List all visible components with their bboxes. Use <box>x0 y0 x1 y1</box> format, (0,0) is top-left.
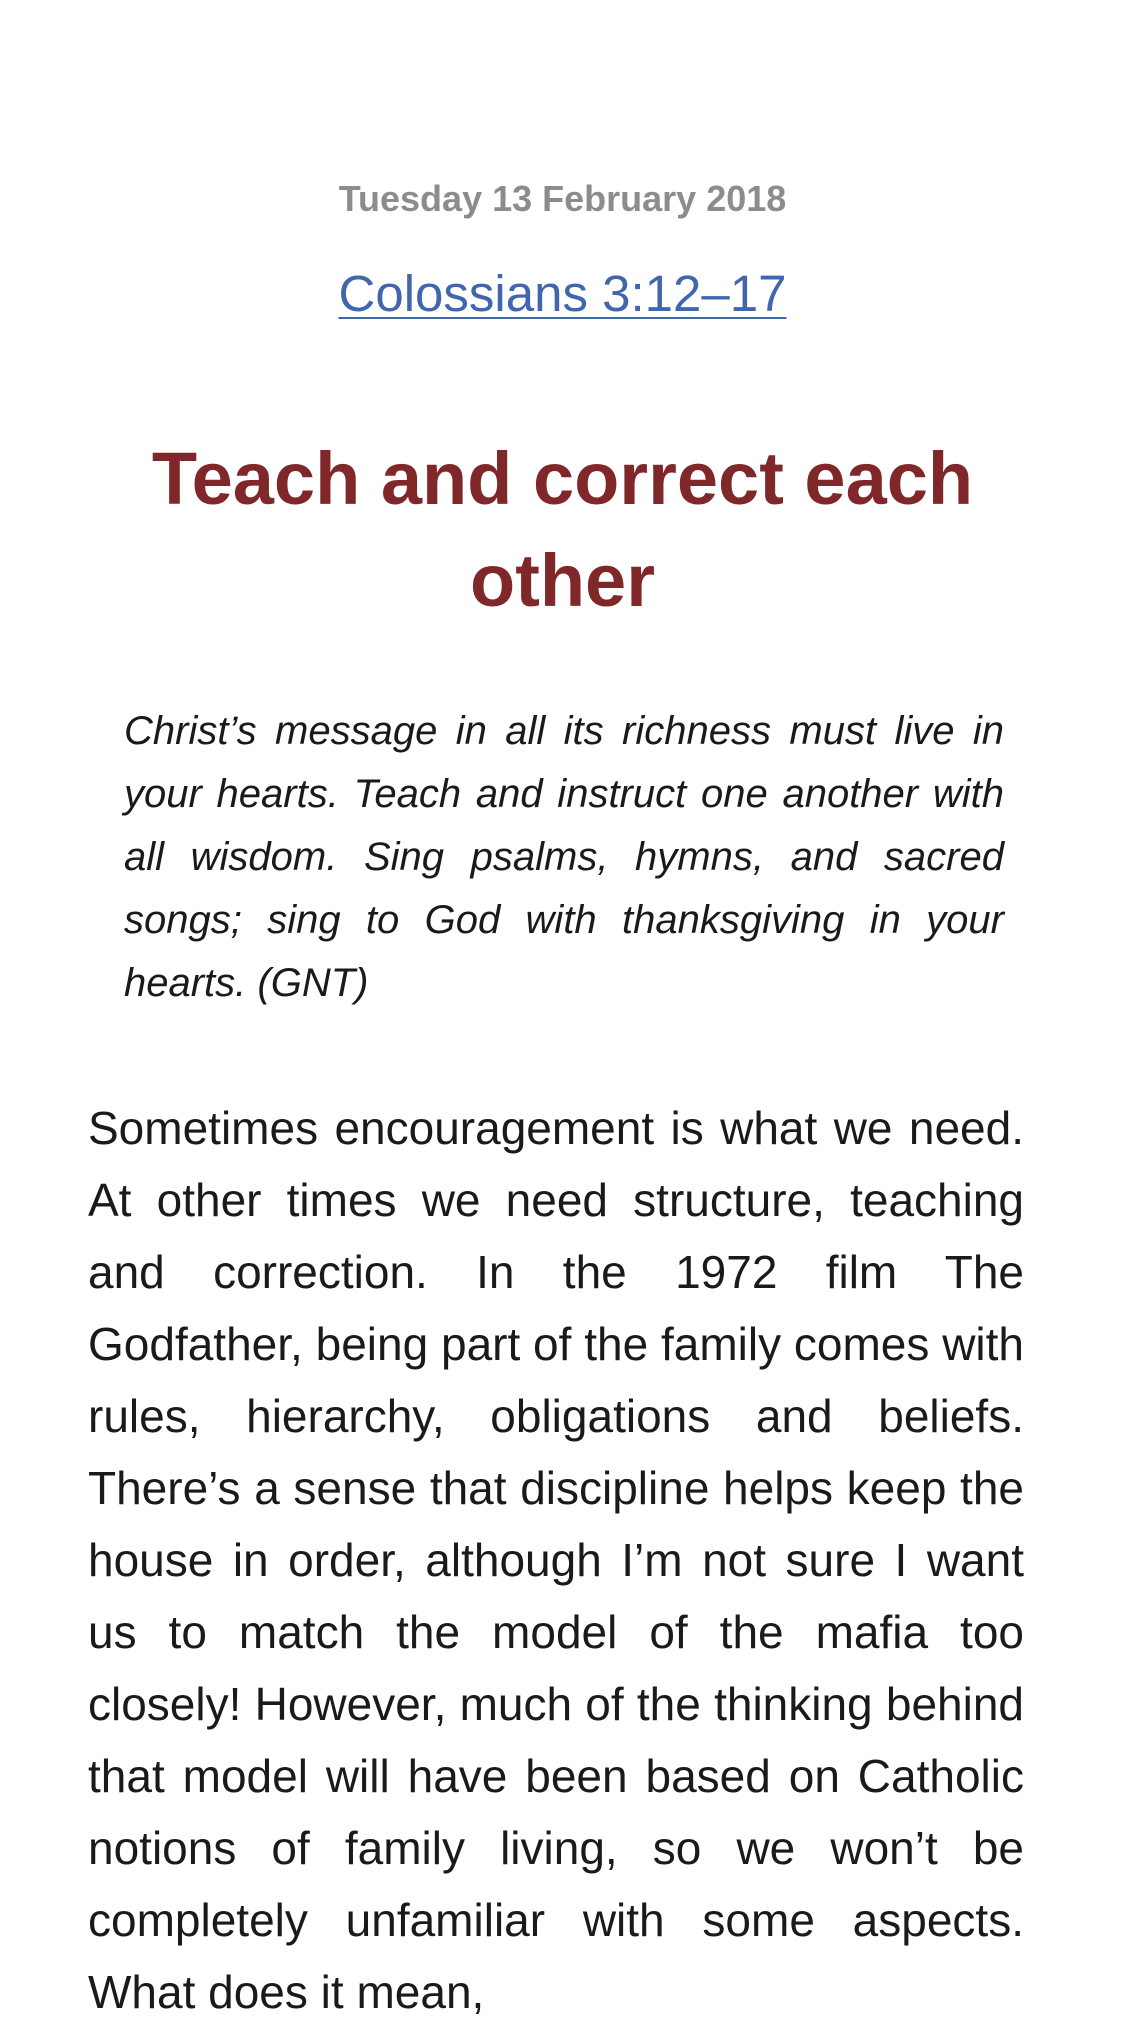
body-paragraph: Sometimes encouragement is what we need. At other times we need structure, teaching and correction. In the 1972 film The Godfather, being part of the family comes with rules, hierarchy, obligations and beliefs. There’s a sense that discipline helps keep the house in order, although I’m not sure I want us to match the model of the mafia too closely! However, much of the thinking behind that model will have been based on Catholic notions of family living, so we won’t be completely unfamiliar with some aspects. What does it mean, <box>88 1102 1024 2018</box>
scripture-quote: Christ’s message in all its richness must live in your hearts. Teach and instruct one another with all wisdom. Sing psalms, hymns, and sacred songs; sing to God with thanksgiving in your hearts. (GNT) <box>124 709 1004 1005</box>
scripture-reference-link[interactable]: Colossians 3:12–17 <box>338 265 787 322</box>
scripture-reference <box>0 262 1125 326</box>
page-title: Teach and correct each other <box>151 437 974 622</box>
entry-date: Tuesday 13 February 2018 <box>338 178 787 219</box>
